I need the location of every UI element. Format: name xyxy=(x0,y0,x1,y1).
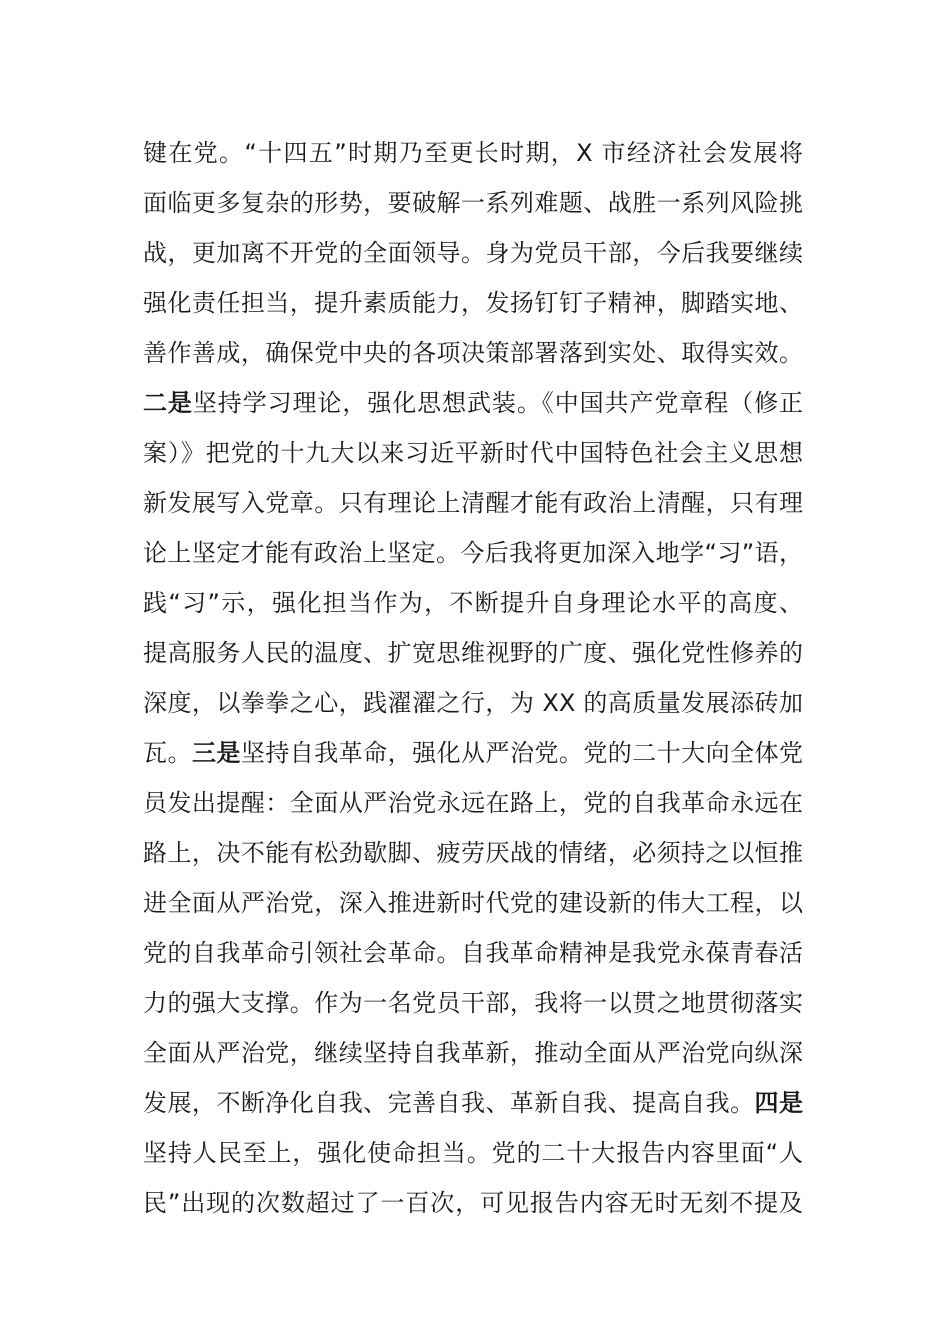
point-four-label: 四是 xyxy=(754,1089,804,1117)
text-line-20: 发展，不断净化自我、完善自我、革新自我、提高自我。四是 xyxy=(143,1089,804,1117)
text-line-3: 战，更加离不开党的全面领导。身为党员干部，今后我要继续 xyxy=(143,239,803,267)
text-line-22: 民”出现的次数超过了一百次，可见报告内容无时无刻不提及 xyxy=(143,1189,803,1217)
text-line-17: 党的自我革命引领社会革命。自我革命精神是我党永葆青春活 xyxy=(143,939,803,967)
text-line-13: 瓦。三是坚持自我革命，强化从严治党。党的二十大向全体党 xyxy=(143,739,804,767)
point-three-label: 三是 xyxy=(191,739,241,767)
text-line-15: 路上，决不能有松劲歇脚、疲劳厌战的情绪，必须持之以恒推 xyxy=(143,839,803,867)
text-line-12: 深度，以拳拳之心，践濯濯之行，为 XX 的高质量发展添砖加 xyxy=(143,689,803,717)
text-line-18: 力的强大支撑。作为一名党员干部，我将一以贯之地贯彻落实 xyxy=(143,989,803,1017)
text-line-5: 善作善成，确保党中央的各项决策部署落到实处、取得实效。 xyxy=(143,339,803,367)
text-line-8: 新发展写入党章。只有理论上清醒才能有政治上清醒，只有理 xyxy=(143,489,803,517)
text-line-14: 员发出提醒：全面从严治党永远在路上，党的自我革命永远在 xyxy=(143,789,803,817)
text-line-9: 论上坚定才能有政治上坚定。今后我将更加深入地学“习”语， xyxy=(143,539,803,567)
point-two-label: 二是 xyxy=(143,389,193,417)
text-line-16: 进全面从严治党，深入推进新时代党的建设新的伟大工程，以 xyxy=(143,889,803,917)
text-line-7: 案）》把党的十九大以来习近平新时代中国特色社会主义思想 xyxy=(143,439,803,467)
text-line-4: 强化责任担当，提升素质能力，发扬钉钉子精神，脚踏实地、 xyxy=(143,289,803,317)
text-line-19: 全面从严治党，继续坚持自我革新，推动全面从严治党向纵深 xyxy=(143,1039,803,1067)
text-line-2: 面临更多复杂的形势，要破解一系列难题、战胜一系列风险挑 xyxy=(143,189,803,217)
text-line-1: 键在党。“十四五”时期乃至更长时期，X 市经济社会发展将 xyxy=(143,139,803,167)
text-line-21: 坚持人民至上，强化使命担当。党的二十大报告内容里面“人 xyxy=(143,1139,803,1167)
text-line-11: 提高服务人民的温度、扩宽思维视野的广度、强化党性修养的 xyxy=(143,639,803,667)
body-text xyxy=(143,128,803,1228)
text-line-10: 践“习”示，强化担当作为，不断提升自身理论水平的高度、 xyxy=(143,589,803,617)
text-line-6: 二是坚持学习理论，强化思想武装。《中国共产党章程（修正 xyxy=(143,389,804,417)
